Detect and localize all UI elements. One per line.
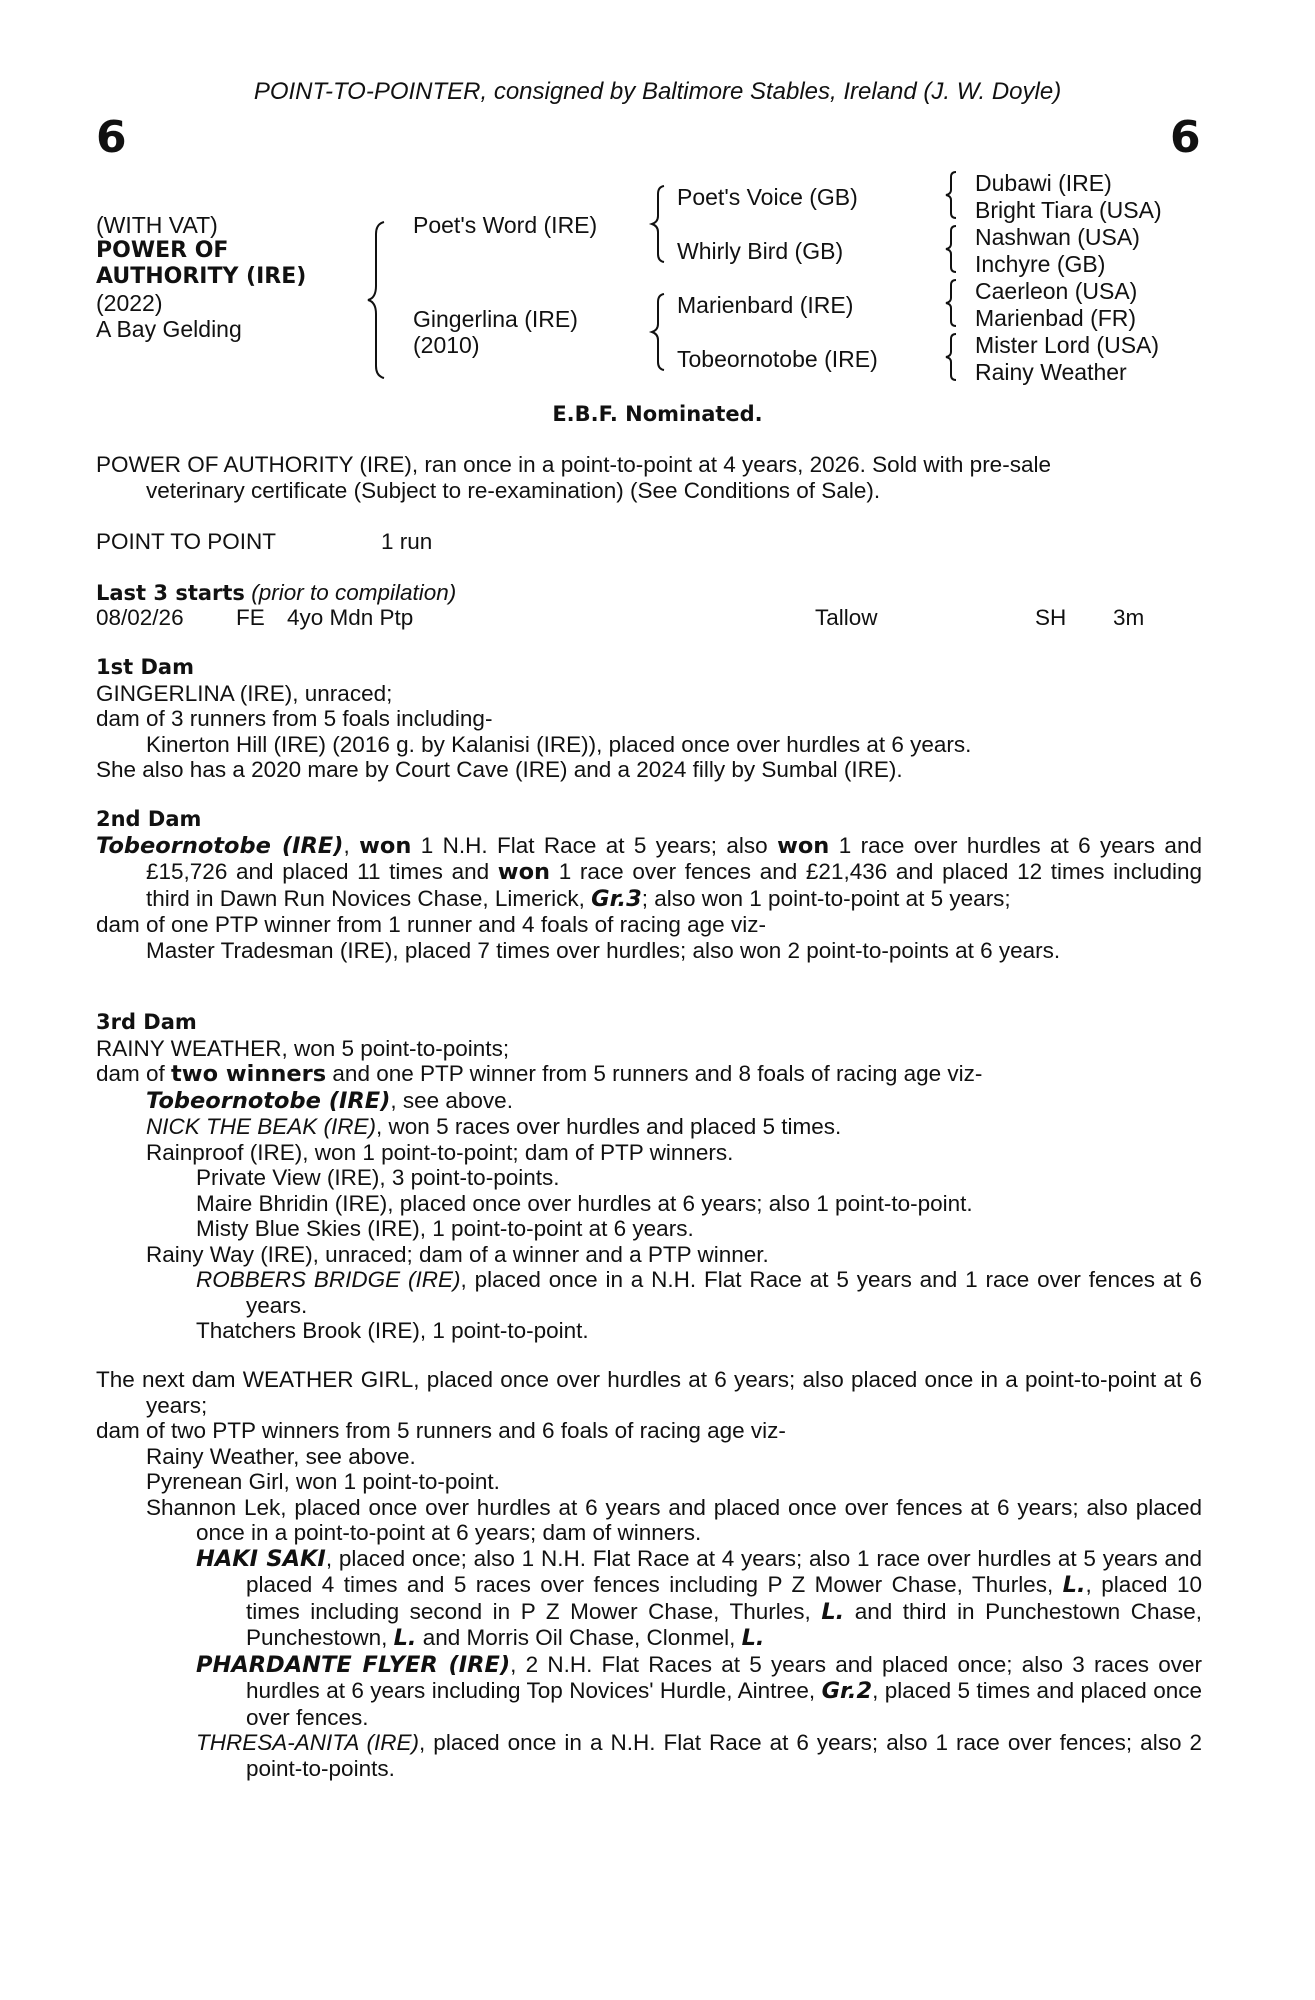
pedigree-gen3-3: Inchyre (GB) xyxy=(975,251,1106,277)
listed-label: L. xyxy=(393,1625,417,1651)
won-label: won xyxy=(777,832,830,859)
start-date: 08/02/26 xyxy=(96,605,184,630)
second-dam-produce: Master Tradesman (IRE), placed 7 times over hurdles; also won 2 point-to-points at 6 years. xyxy=(146,937,1061,963)
produce-phardante-flyer xyxy=(96,1652,1202,1731)
produce-thresa-anita xyxy=(96,1730,1202,1781)
third-dam-section xyxy=(96,1010,1202,1344)
produce-rainy-weather: Rainy Weather, see above. xyxy=(146,1443,416,1469)
produce-pyrenean-girl: Pyrenean Girl, won 1 point-to-point. xyxy=(146,1469,500,1494)
pedigree-gen2-1: Whirly Bird (GB) xyxy=(677,238,844,264)
consignment-header: POINT-TO-POINTER, consigned by Baltimore Stables, Ireland (J. W. Doyle) xyxy=(253,78,1062,105)
pedigree-gen3-7: Rainy Weather xyxy=(975,359,1127,385)
text: , placed once in a N.H. Flat Race at 6 years; also 1 race over fences; also 2 point-to-points. xyxy=(246,1730,1202,1781)
next-dam-dam-of: dam of two PTP winners from 5 runners and 6 foals of racing age viz- xyxy=(96,1418,786,1443)
text: 1 N.H. Flat Race at 5 years; also xyxy=(411,832,778,858)
second-dam-dam-of: dam of one PTP winner from 1 runner and 4 foals of racing age viz- xyxy=(96,912,766,937)
pedigree-brace-sire xyxy=(652,184,668,264)
won-label: won xyxy=(497,859,551,885)
third-dam-heading: 3rd Dam xyxy=(96,1010,197,1034)
third-dam-dam-of xyxy=(96,1061,1202,1088)
produce-name: Tobeornotobe (IRE) xyxy=(146,1087,391,1114)
second-dam-heading: 2nd Dam xyxy=(96,807,202,831)
won-label: won xyxy=(359,832,412,859)
dam-name: Gingerlina (IRE) xyxy=(413,306,578,332)
second-dam-section xyxy=(96,807,1202,963)
listed-label: L. xyxy=(1062,1572,1086,1598)
produce-haki-saki xyxy=(96,1546,1202,1652)
produce-rainproof: Rainproof (IRE), won 1 point-to-point; dam of PTP winners. xyxy=(146,1139,734,1165)
lot-number-right: 6 xyxy=(1170,112,1201,163)
start-going: SH xyxy=(1035,605,1067,630)
pedigree-brace-g3-1 xyxy=(945,224,959,274)
text: and Morris Oil Chase, Clonmel, xyxy=(416,1625,742,1650)
listed-label: L. xyxy=(741,1625,765,1651)
produce-name: THRESA-ANITA (IRE) xyxy=(196,1730,420,1755)
second-dam-name: Tobeornotobe (IRE) xyxy=(96,832,344,859)
grade-label: Gr.3 xyxy=(591,885,642,912)
produce-maire-bhridin: Maire Bhridin (IRE), placed once over hurdles at 6 years; also 1 point-to-point. xyxy=(196,1190,973,1216)
text: , 2 N.H. Flat Races at 5 years and placed once; also 3 races over hurdles at 6 years including Top Novices' Hurdle, Aintree, xyxy=(246,1651,1202,1703)
pedigree-brace-dam xyxy=(652,292,668,372)
pedigree-gen2-0: Poet's Voice (GB) xyxy=(677,184,858,210)
produce-private-view: Private View (IRE), 3 point-to-points. xyxy=(196,1165,560,1190)
first-dam-line: dam of 3 runners from 5 foals including- xyxy=(96,706,493,731)
text: , xyxy=(343,832,360,858)
horse-name-line1: POWER OF xyxy=(96,238,229,263)
lot-number-left: 6 xyxy=(96,112,127,163)
text: 1 race over hurdles at 6 years and £15,726 and placed 11 times and xyxy=(146,832,1202,884)
start-distance: 3m xyxy=(1113,605,1145,630)
text: , placed 10 times including second in P Z Mower Chase, Thurles, xyxy=(246,1572,1202,1624)
foaling-year: (2022) xyxy=(96,290,163,316)
summary-paragraph xyxy=(96,452,1202,503)
pedigree-gen3-2: Nashwan (USA) xyxy=(975,224,1140,250)
first-dam-line: GINGERLINA (IRE), unraced; xyxy=(96,680,393,706)
next-dam-line1: The next dam WEATHER GIRL, placed once over hurdles at 6 years; also placed once in a point-to-point at 6 years; xyxy=(96,1367,1202,1418)
last-starts-header xyxy=(96,580,456,606)
summary-line2: veterinary certificate (Subject to re-examination) (See Conditions of Sale). xyxy=(146,477,881,503)
produce-shannon-lek: Shannon Lek, placed once over hurdles at 6 years and placed once over fences at 6 years; also placed once in a point-to-point at 6 years; dam of winners. xyxy=(146,1494,1202,1545)
horse-block xyxy=(96,212,306,342)
produce-tobeornotobe xyxy=(96,1088,1202,1115)
last-starts-title: Last 3 starts xyxy=(96,581,245,605)
pedigree-brace-gen1 xyxy=(370,220,390,380)
pedigree-gen3-0: Dubawi (IRE) xyxy=(975,170,1112,196)
produce-misty-blue-skies: Misty Blue Skies (IRE), 1 point-to-point at 6 years. xyxy=(196,1216,694,1241)
pedigree-brace-g3-0 xyxy=(945,170,959,220)
summary-line1: POWER OF AUTHORITY (IRE), ran once in a point-to-point at 4 years, 2026. Sold with pre-sale xyxy=(96,452,1051,477)
pedigree-brace-g3-3 xyxy=(945,332,959,382)
text: dam of xyxy=(96,1061,172,1086)
pedigree-gen2-3: Tobeornotobe (IRE) xyxy=(677,346,878,372)
first-dam-section xyxy=(96,655,1202,783)
text: , won 5 races over hurdles and placed 5 times. xyxy=(376,1114,842,1139)
text: and one PTP winner from 5 runners and 8 foals of racing age viz- xyxy=(326,1061,983,1086)
last-starts-subtitle: (prior to compilation) xyxy=(251,580,457,605)
two-winners: two winners xyxy=(171,1061,327,1087)
horse-name-line2: AUTHORITY (IRE) xyxy=(96,264,307,289)
horse-description: A Bay Gelding xyxy=(96,316,242,342)
record-label: POINT TO POINT xyxy=(96,529,277,554)
produce-thatchers-brook: Thatchers Brook (IRE), 1 point-to-point. xyxy=(196,1318,589,1343)
produce-name: NICK THE BEAK (IRE) xyxy=(146,1114,377,1139)
first-dam-produce: Kinerton Hill (IRE) (2016 g. by Kalanisi (IRE)), placed once over hurdles at 6 years. xyxy=(146,731,972,757)
pedigree-gen3-5: Marienbad (FR) xyxy=(975,305,1137,331)
text: and third in Punchestown Chase, Punchestown, xyxy=(246,1598,1202,1650)
text: 1 race over fences and £21,436 and placed 12 times including third in Dawn Run Novices Chase, Limerick, xyxy=(146,859,1202,911)
produce-name: PHARDANTE FLYER (IRE) xyxy=(196,1651,511,1678)
pedigree-gen3-6: Mister Lord (USA) xyxy=(975,332,1160,358)
produce-name: HAKI SAKI xyxy=(196,1545,326,1572)
produce-rainy-way: Rainy Way (IRE), unraced; dam of a winner and a PTP winner. xyxy=(146,1241,769,1267)
first-dam-heading: 1st Dam xyxy=(96,655,194,679)
produce-name: ROBBERS BRIDGE (IRE) xyxy=(196,1267,461,1292)
start-course: Tallow xyxy=(815,605,878,630)
text: ; also won 1 point-to-point at 5 years; xyxy=(641,885,1011,911)
ebf-nominated: E.B.F. Nominated. xyxy=(552,402,763,426)
pedigree-brace-g3-2 xyxy=(945,278,959,328)
dam-year: (2010) xyxy=(413,332,480,358)
third-dam-line1: RAINY WEATHER, won 5 point-to-points; xyxy=(96,1035,510,1061)
text: , see above. xyxy=(390,1087,513,1113)
next-dam-section xyxy=(96,1367,1202,1781)
listed-label: L. xyxy=(821,1598,845,1625)
grade-label: Gr.2 xyxy=(821,1678,873,1704)
pedigree-gen3-1: Bright Tiara (USA) xyxy=(975,197,1162,223)
second-dam-record xyxy=(96,833,1202,913)
text: , placed once in a N.H. Flat Race at 5 years and 1 race over fences at 6 years. xyxy=(246,1267,1202,1318)
start-code: FE xyxy=(236,605,265,630)
vat-label: (WITH VAT) xyxy=(96,212,218,238)
sire-name: Poet's Word (IRE) xyxy=(413,212,598,238)
pedigree-gen2-2: Marienbard (IRE) xyxy=(677,292,854,318)
first-dam-line: She also has a 2020 mare by Court Cave (IRE) and a 2024 filly by Sumbal (IRE). xyxy=(96,757,903,782)
record-value: 1 run xyxy=(381,529,433,554)
start-race: 4yo Mdn Ptp xyxy=(287,605,414,630)
text: , placed 5 times and placed once over fences. xyxy=(246,1678,1202,1730)
pedigree-gen3-4: Caerleon (USA) xyxy=(975,278,1138,304)
produce-robbers-bridge xyxy=(96,1267,1202,1318)
produce-nick-the-beak xyxy=(96,1114,1202,1140)
text: , placed once; also 1 N.H. Flat Race at 4 years; also 1 race over hurdles at 5 years and placed 4 times and 5 races over fences including P Z Mower Chase, Thurles, xyxy=(246,1545,1202,1597)
